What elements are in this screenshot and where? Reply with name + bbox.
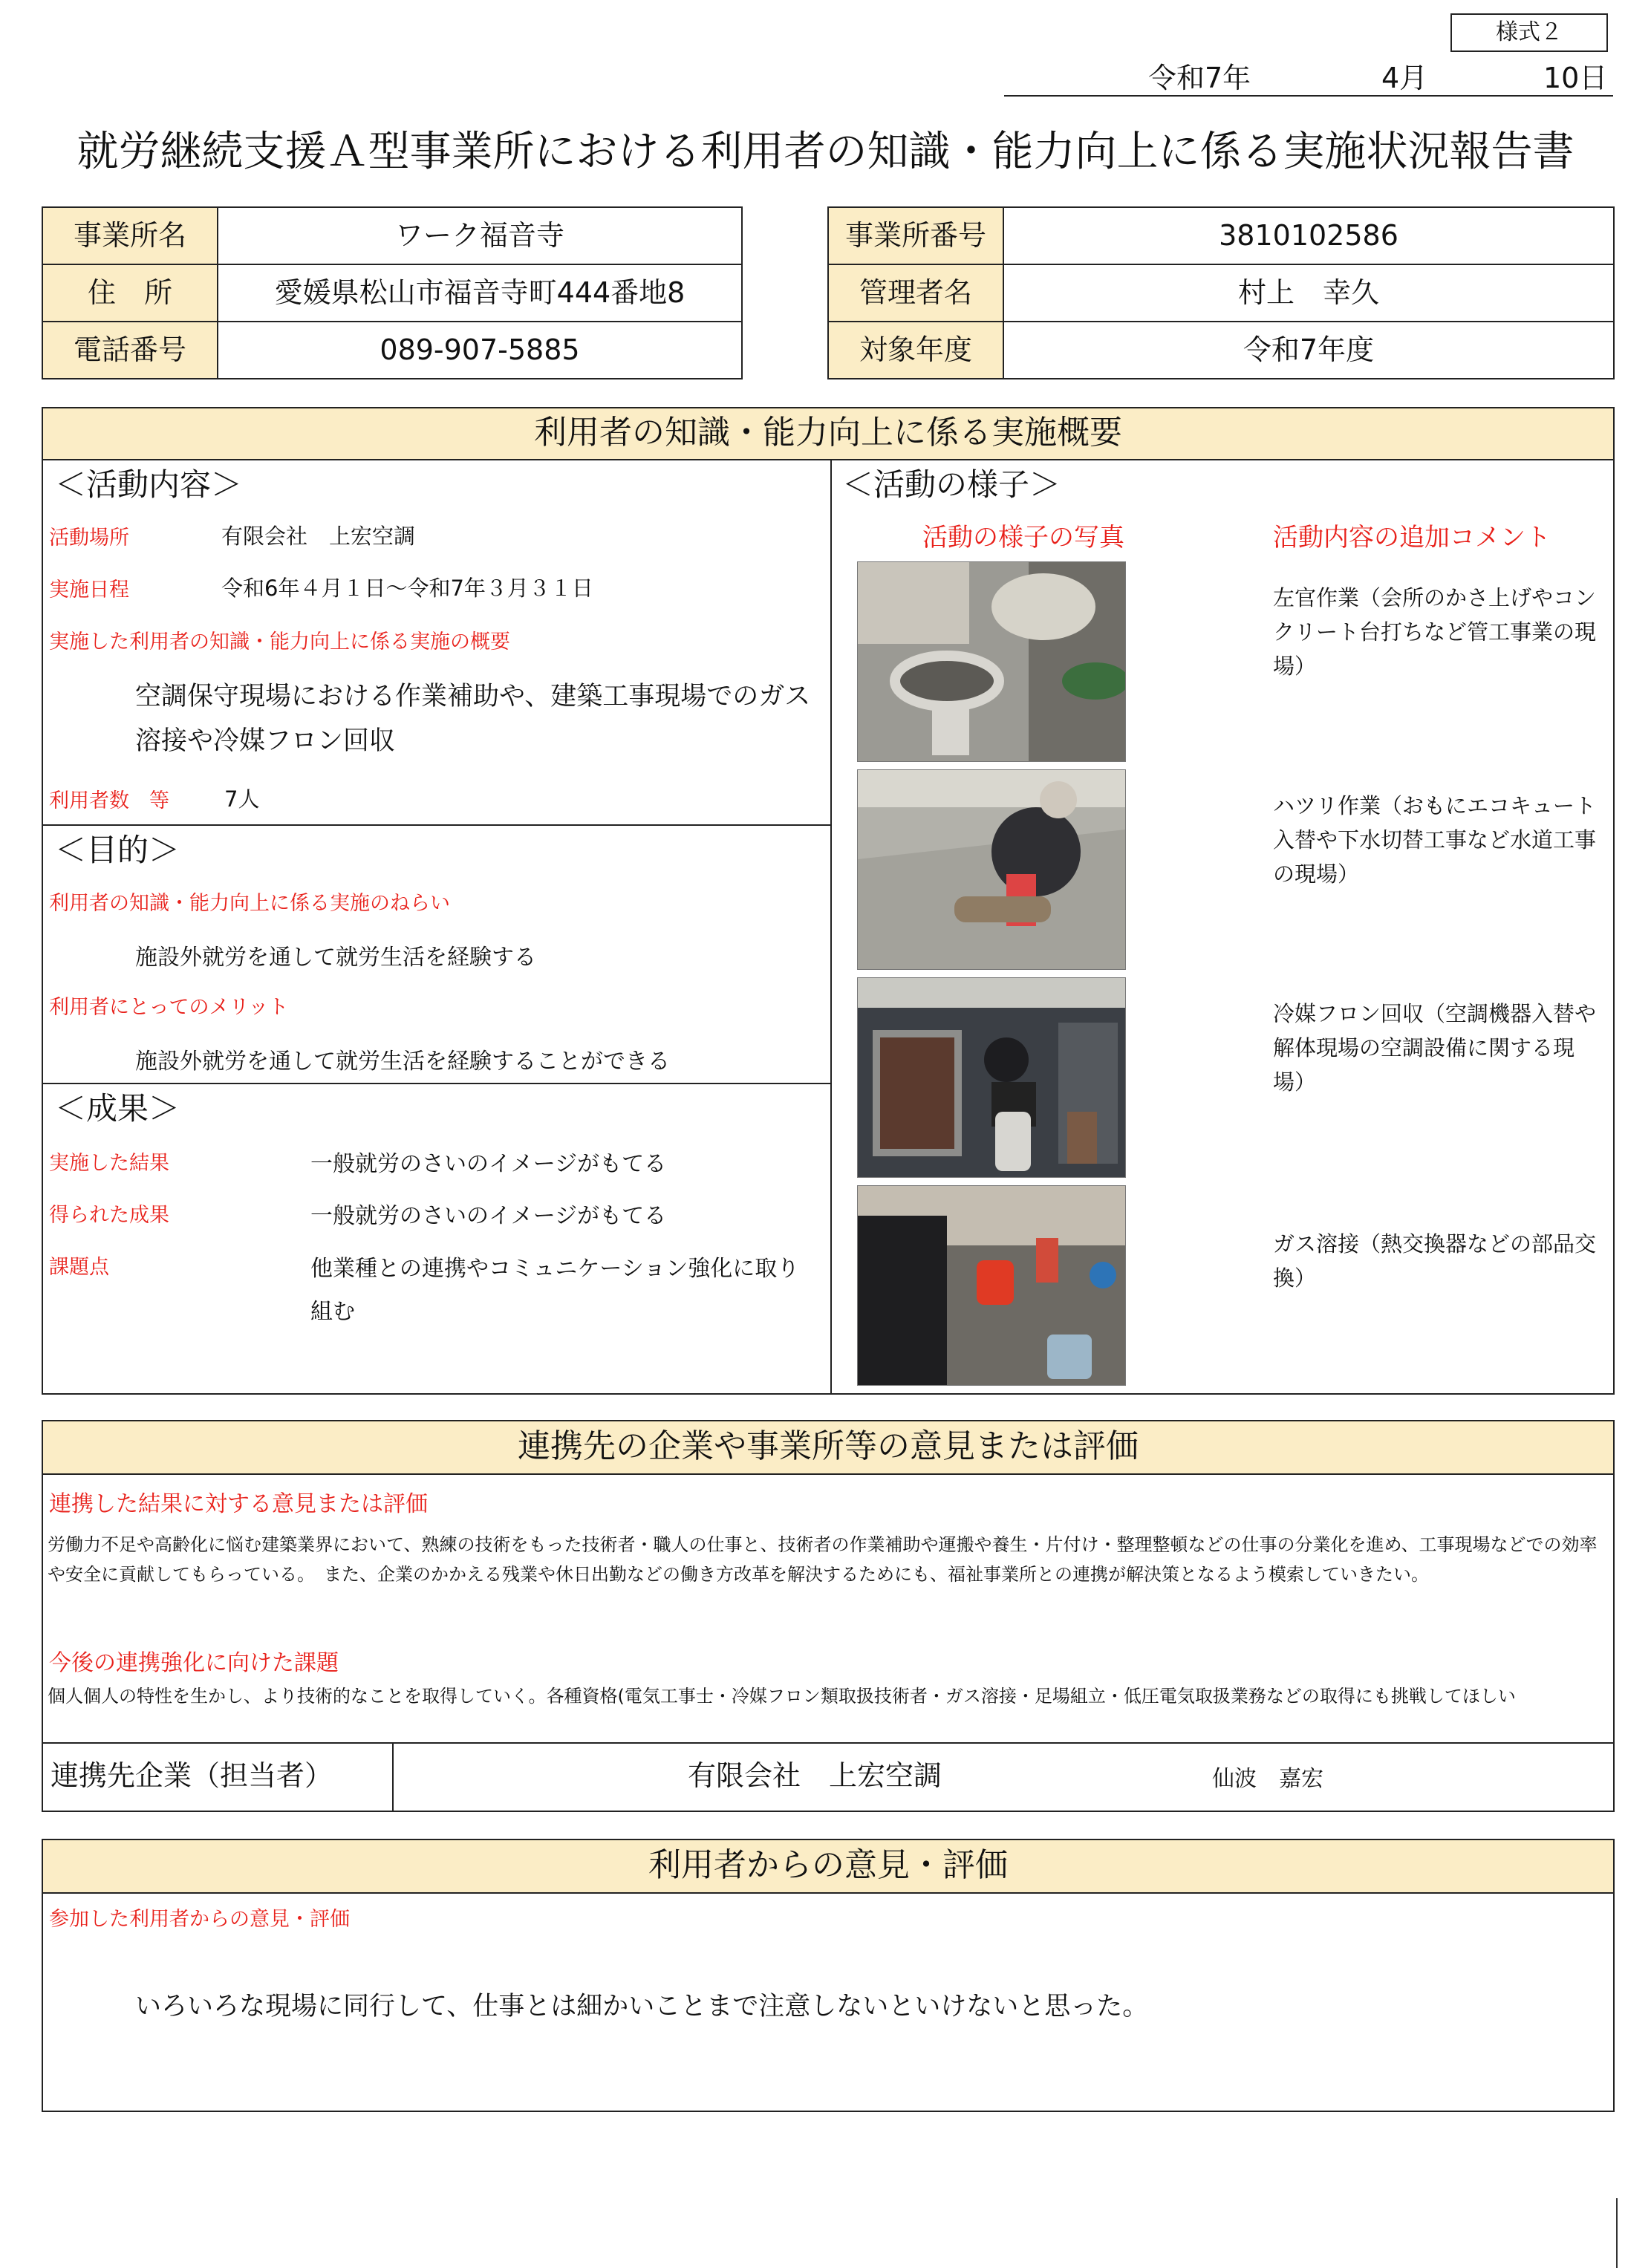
results-gain-value: 一般就労のさいのイメージがもてる xyxy=(310,1203,667,1229)
scene-comment-2: ハツリ作業（おもにエコキュート入替や下水切替工事など水道工事の現場） xyxy=(1273,793,1597,887)
partner-future-value: 個人個人の特性を生かし、より技術的なことを取得していく。各種資格(電気工事士・冷媒フロン類取扱技術者・ガス溶接・足場組立・低圧電気取扱業務などの取得にも挑戦してほしい xyxy=(48,1686,1516,1707)
partner-future-label: 今後の連携強化に向けた課題 xyxy=(49,1650,339,1676)
partner-eval-label: 連携した結果に対する意見または評価 xyxy=(49,1491,428,1517)
scene-comment-3: 冷媒フロン回収（空調機器入替や解体現場の空調設備に関する現場） xyxy=(1273,1001,1597,1095)
page-title: 就労継続支援Ａ型事業所における利用者の知識・能力向上に係る実施状況報告書 xyxy=(76,128,1575,176)
address-label: 住 所 xyxy=(43,265,218,322)
overview-section xyxy=(42,407,1615,1395)
scene-comment-1: 左官作業（会所のかさ上げやコンクリート台打ちなど管工事業の現場） xyxy=(1273,585,1597,679)
results-heading: ＜成果＞ xyxy=(55,1090,180,1127)
form-label: 様式２ xyxy=(1450,13,1608,52)
office-name-value: ワーク福音寺 xyxy=(218,208,741,265)
purpose-aim-label: 利用者の知識・能力向上に係る実施のねらい xyxy=(49,892,450,915)
activity-heading: ＜活動内容＞ xyxy=(55,466,243,503)
office-info-table xyxy=(42,206,743,379)
activity-place-label: 活動場所 xyxy=(49,527,129,550)
address-value: 愛媛県松山市福音寺町444番地8 xyxy=(218,265,741,322)
phone-label: 電話番号 xyxy=(43,322,218,378)
purpose-aim-value: 施設外就労を通して就労生活を経験する xyxy=(135,945,536,971)
date-era-year: 令和7年 xyxy=(1148,62,1251,94)
target-year-value: 令和7年度 xyxy=(1243,333,1375,366)
user-opinion-section xyxy=(42,1839,1615,2112)
scene-photo-col: 活動の様子の写真 xyxy=(922,523,1124,553)
office-number-label: 事業所番号 xyxy=(829,208,1004,265)
office-info-right-table xyxy=(827,206,1615,379)
user-opinion-label: 参加した利用者からの意見・評価 xyxy=(49,1908,350,1931)
phone-value: 089-907-5885 xyxy=(380,333,580,366)
user-opinion-value: いろいろな現場に同行して、仕事とは細かいことまで注意しないといけないと思った。 xyxy=(135,1992,1149,2021)
results-issue-value: 他業種との連携やコミュニケーション強化に取り組む xyxy=(310,1256,800,1325)
activity-summary-label: 実施した利用者の知識・能力向上に係る実施の概要 xyxy=(49,630,510,654)
purpose-heading: ＜目的＞ xyxy=(55,832,180,868)
photo-refrigerant xyxy=(857,977,1126,1178)
date-day: 10日 xyxy=(1543,62,1608,94)
manager-value: 村上 幸久 xyxy=(1004,265,1613,322)
photo-chipping-image xyxy=(858,770,1125,969)
activity-summary-value: 空調保守現場における作業補助や、建築工事現場でのガス溶接や冷媒フロン回収 xyxy=(135,682,811,756)
partner-header: 連携先の企業や事業所等の意見または評価 xyxy=(43,1421,1613,1475)
scene-comment-4: ガス溶接（熱交換器などの部品交換） xyxy=(1273,1231,1597,1291)
photo-gas-welding-image xyxy=(858,1186,1125,1385)
overview-header: 利用者の知識・能力向上に係る実施概要 xyxy=(43,408,1613,460)
activity-dates-value: 令和6年４月１日～令和7年３月３１日 xyxy=(221,576,593,601)
results-gain-label: 得られた成果 xyxy=(49,1204,169,1227)
photo-gas-welding xyxy=(857,1185,1126,1386)
photo-refrigerant-image xyxy=(858,978,1125,1177)
scene-heading: ＜活動の様子＞ xyxy=(842,466,1061,503)
target-year-label: 対象年度 xyxy=(829,322,1004,378)
activity-users-value: 7人 xyxy=(224,786,260,812)
date-month: 4月 xyxy=(1381,62,1428,94)
partner-company-label: 連携先企業（担当者） xyxy=(51,1759,333,1792)
partner-contact-value: 仙波 嘉宏 xyxy=(1212,1766,1323,1792)
results-result-value: 一般就労のさいのイメージがもてる xyxy=(310,1151,667,1177)
office-number-value: 3810102586 xyxy=(1004,208,1613,265)
scene-comment-col: 活動内容の追加コメント xyxy=(1273,523,1551,553)
activity-users-label: 利用者数 等 xyxy=(49,789,169,812)
photo-plastering xyxy=(857,561,1126,762)
purpose-merit-label: 利用者にとってのメリット xyxy=(49,996,289,1019)
partner-section xyxy=(42,1420,1615,1812)
activity-place-value: 有限会社 上宏空調 xyxy=(221,524,416,549)
photo-plastering-image xyxy=(858,562,1125,761)
partner-company-value: 有限会社 上宏空調 xyxy=(688,1759,942,1792)
partner-eval-value: 労働力不足や高齢化に悩む建築業界において、熟練の技術をもった技術者・職人の仕事と、技術者の作業補助や運搬や養生・片付け・整理整頓などの仕事の分業化を進め、工事現場などでの効率や安全に貢献してもらっている。 また、企業のかかえる残業や休日出勤などの働き方改革を解決するためにも、福祉事業所との連携が解決策となるよう模索していきたい。 xyxy=(48,1534,1598,1585)
user-opinion-header: 利用者からの意見・評価 xyxy=(43,1840,1613,1894)
results-issue-label: 課題点 xyxy=(49,1256,109,1279)
manager-label: 管理者名 xyxy=(829,265,1004,322)
photo-chipping xyxy=(857,769,1126,970)
margin-line xyxy=(1616,2198,1618,2268)
activity-dates-label: 実施日程 xyxy=(49,579,129,602)
office-name-label: 事業所名 xyxy=(43,208,218,265)
purpose-merit-value: 施設外就労を通して就労生活を経験することができる xyxy=(135,1049,670,1075)
date-line xyxy=(1004,53,1613,97)
results-result-label: 実施した結果 xyxy=(49,1152,169,1175)
